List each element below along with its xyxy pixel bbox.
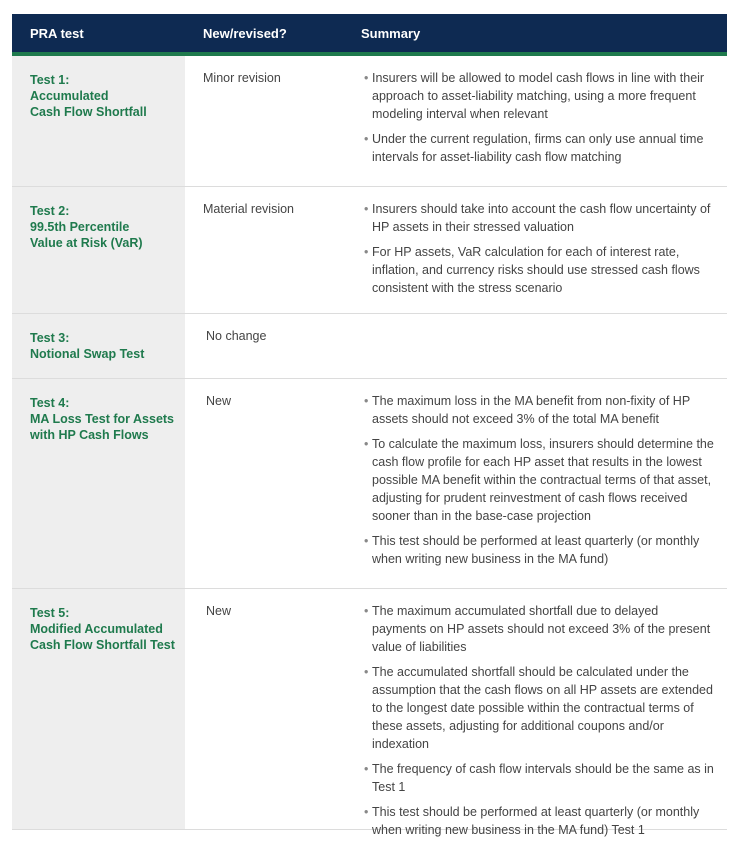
table-header	[12, 14, 727, 56]
test-name-line: Cash Flow Shortfall	[30, 105, 147, 119]
header-summary: Summary	[361, 25, 421, 41]
table-row	[12, 379, 727, 589]
test-name-line: Modified Accumulated	[30, 622, 163, 636]
test-name-cell	[12, 379, 185, 588]
summary-cell	[360, 589, 727, 837]
bullet-dot-icon: •	[364, 604, 369, 618]
table-row	[12, 314, 727, 379]
test-name-line: Test 1:	[30, 73, 70, 87]
bullet-dot-icon: •	[364, 534, 369, 548]
revision-status: New	[206, 394, 232, 408]
table-row	[12, 187, 727, 314]
test-name-line: with HP Cash Flows	[30, 428, 149, 442]
summary-bullet-text: Under the current regulation, firms can only use annual time intervals for asset-liability cash flow matching	[372, 132, 704, 164]
summary-bullet	[364, 243, 715, 297]
summary-bullet-text: Insurers will be allowed to model cash flows in line with their approach to asset-liability matching, using a more frequent modeling interval when relevant	[372, 71, 705, 121]
bullet-dot-icon: •	[364, 665, 369, 679]
test-name-line: MA Loss Test for Assets	[30, 412, 175, 426]
test-name-line: Test 4:	[30, 396, 70, 410]
revision-status: New	[206, 604, 232, 618]
test-name-cell	[12, 187, 185, 313]
summary-cell	[360, 56, 727, 186]
revision-status: Minor revision	[203, 71, 281, 85]
header-new-revised: New/revised?	[203, 25, 287, 41]
summary-bullet-text: This test should be performed at least quarterly (or monthly when writing new business in the MA fund) Test 1	[372, 805, 700, 837]
summary-bullet-text: The frequency of cash flow intervals should be the same as in Test 1	[372, 762, 714, 794]
bullet-dot-icon: •	[364, 202, 369, 216]
summary-cell	[360, 314, 727, 378]
summary-bullet	[364, 602, 715, 656]
pra-tests-table	[12, 14, 727, 837]
bullet-dot-icon: •	[364, 394, 369, 408]
bullet-dot-icon: •	[364, 245, 369, 259]
bullet-dot-icon: •	[364, 132, 369, 146]
summary-bullet	[364, 803, 715, 839]
table-row	[12, 56, 727, 187]
test-name-line: 99.5th Percentile	[30, 220, 130, 234]
summary-bullet-text: The maximum loss in the MA benefit from non-fixity of HP assets should not exceed 3% of the total MA benefit	[372, 394, 690, 426]
summary-bullet	[364, 760, 715, 796]
summary-bullet-text: Insurers should take into account the cash flow uncertainty of HP assets in their stressed valuation	[372, 202, 711, 234]
test-name-line: Cash Flow Shortfall Test	[30, 638, 175, 652]
test-name-line: Notional Swap Test	[30, 347, 145, 361]
bullet-dot-icon: •	[364, 805, 369, 819]
summary-bullet-text: The accumulated shortfall should be calculated under the assumption that the cash flows on all HP assets are extended to the longest date possible within the contractual terms of these assets, adjusting for additional coupons and/or indexation	[372, 665, 713, 751]
table-body	[12, 56, 727, 837]
bullet-dot-icon: •	[364, 437, 369, 451]
test-name-line: Value at Risk (VaR)	[30, 236, 143, 250]
summary-bullet	[364, 532, 715, 568]
summary-bullet	[364, 200, 715, 236]
summary-bullet	[364, 69, 715, 123]
summary-bullet	[364, 392, 715, 428]
test-name-line: Test 2:	[30, 204, 70, 218]
summary-bullet	[364, 130, 715, 166]
summary-bullet-text: For HP assets, VaR calculation for each of interest rate, inflation, and currency risks should use stressed cash flows consistent with the stress scenario	[372, 245, 700, 295]
bullet-dot-icon: •	[364, 762, 369, 776]
summary-cell	[360, 187, 727, 313]
bullet-dot-icon: •	[364, 71, 369, 85]
summary-bullet	[364, 663, 715, 753]
summary-cell	[360, 379, 727, 588]
summary-bullet-text: This test should be performed at least quarterly (or monthly when writing new business in the MA fund)	[372, 534, 700, 566]
test-name-line: Test 5:	[30, 606, 70, 620]
test-name-cell	[12, 314, 185, 378]
revision-status: No change	[206, 329, 267, 343]
test-name-line: Test 3:	[30, 331, 70, 345]
header-pra-test: PRA test	[30, 25, 84, 41]
revision-status: Material revision	[203, 202, 295, 216]
table-row	[12, 589, 727, 837]
summary-bullet-text: To calculate the maximum loss, insurers should determine the cash flow profile for each HP asset that results in the lowest possible MA benefit within the contractual terms of that asset, adjusting for prudent reinvestment of cash flows received sooner than in the base-case projection	[372, 437, 714, 523]
test-name-cell	[12, 56, 185, 186]
test-name-line: Accumulated	[30, 89, 109, 103]
test-name-cell	[12, 589, 185, 829]
summary-bullet-text: The maximum accumulated shortfall due to delayed payments on HP assets should not exceed 3% of the present value of liabilities	[372, 604, 711, 654]
summary-bullet	[364, 435, 715, 525]
